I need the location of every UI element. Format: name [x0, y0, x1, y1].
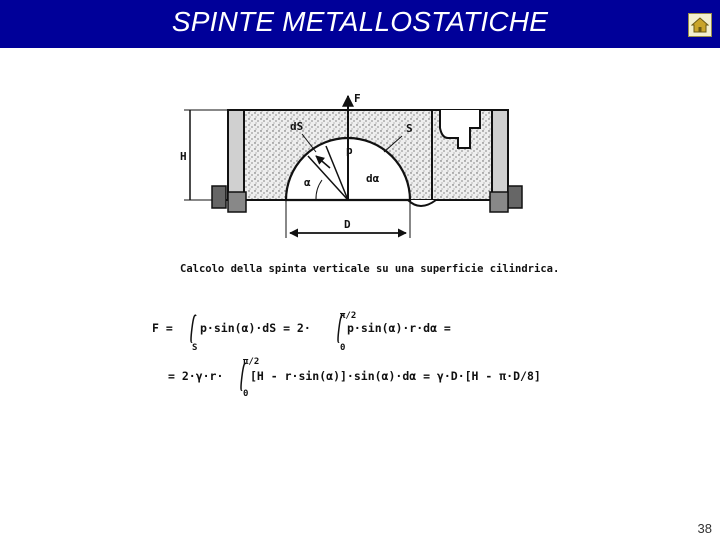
- left-clamp: [212, 186, 226, 208]
- page-number: 38: [697, 521, 712, 536]
- casting-figure: [140, 88, 610, 408]
- alpha-label: α: [304, 176, 311, 189]
- slide-title: SPINTE METALLOSTATICHE: [171, 6, 549, 37]
- lower-limit-1: 0: [340, 343, 346, 353]
- dalpha-label: dα: [366, 172, 380, 185]
- figure-caption: Calcolo della spinta verticale su una superficie cilindrica.: [180, 263, 560, 275]
- diameter-label: D: [344, 218, 351, 231]
- integral-sign-1: [191, 315, 196, 342]
- left-flask-wall: [228, 110, 244, 200]
- surface-label: S: [406, 122, 413, 135]
- formula-line1-a: F =: [152, 321, 173, 335]
- home-icon: [691, 16, 709, 34]
- formula-line1-c: p·sin(α)·r·dα =: [347, 321, 451, 335]
- lower-limit-2: 0: [243, 389, 249, 399]
- upper-limit-1: π/2: [340, 311, 357, 321]
- force-label: F: [354, 92, 361, 105]
- formula-line2-a: = 2·γ·r·: [168, 369, 224, 383]
- formula-line2-b: [H - r·sin(α)]·sin(α)·dα = γ·D·[H - π·D/8]: [250, 369, 541, 383]
- integral-sign-3: [241, 363, 246, 390]
- upper-limit-2: π/2: [243, 357, 260, 367]
- lower-limit-s: S: [192, 343, 198, 353]
- height-label: H: [180, 150, 187, 163]
- right-flask-wall: [492, 110, 508, 200]
- pressure-label: p: [346, 144, 353, 157]
- formula-line1-b: p·sin(α)·dS = 2·: [200, 321, 311, 335]
- home-button[interactable]: [688, 13, 712, 37]
- right-clamp: [508, 186, 522, 208]
- ds-label: dS: [290, 120, 304, 133]
